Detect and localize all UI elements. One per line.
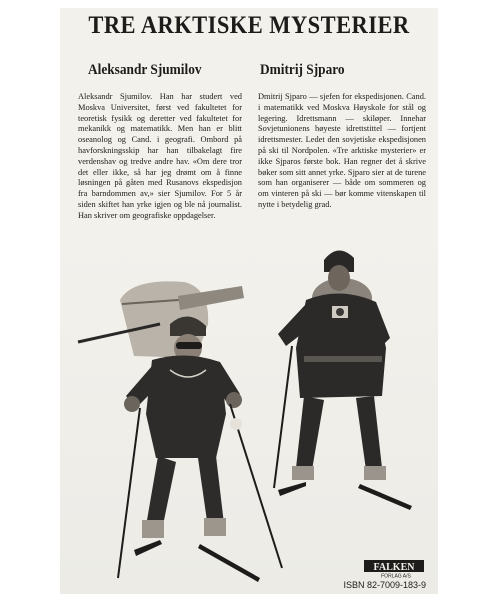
author-name-sjparo: Dmitrij Sjparo [260,62,345,78]
falken-logo-icon [364,560,424,578]
publisher-logo [364,560,424,578]
author-name-sjumilov: Aleksandr Sjumilov [88,62,202,78]
book-back-cover [60,8,438,594]
svg-text:FORLAG A/S: FORLAG A/S [381,573,411,578]
cover-title: TRE ARKTISKE MYSTERIER [88,12,410,39]
author-bio-sjparo: Dmitrij Sjparo — sjefen for ekspedisjonen. Cand. i matematikk ved Moskva Høyskole for stål og legering. Idrettsmann — skiløper. Innehar Sovjetunionens høyeste idrettstittel — fortjent idrettsmester. Ledet den sovjetiske ekspedisjonen på ski til Nordpolen. «Tre arktiske mysterier» er ikke Sjparos første bok. Han regner det å skrive bøker som sitt annet yrke. Sjparo sier at de turene som han organiserer — både om sommeren og om vinteren på ski — bør komme vitenskapen til nytte i betydelig grad. [258,92,426,209]
skiers-photo [60,238,438,594]
isbn-number: ISBN 82-7009-183-9 [343,580,426,590]
author-bio-sjumilov: Aleksandr Sjumilov. Han har studert ved Moskva Universitet, først ved fakultetet for teoretisk fysikk og deretter ved fakultetet for mekanikk og matematikk. Men han er blitt oseanolog og Cand. i geografi. Ombord på havforskningsskip har han tilbakelagt fire verdenshav og tredve andre hav. «Om dere tror det eller ikke, så har jeg drømt om å finne løsningen på gåten med Rusanovs ekspedisjon fra barndommen av,» sier Sjumilov. For 5 år siden skiftet han yrke igjen og ble nå journalist. Han skriver om geografiske oppdagelser. [78,92,242,220]
svg-text:FALKEN: FALKEN [373,562,415,573]
